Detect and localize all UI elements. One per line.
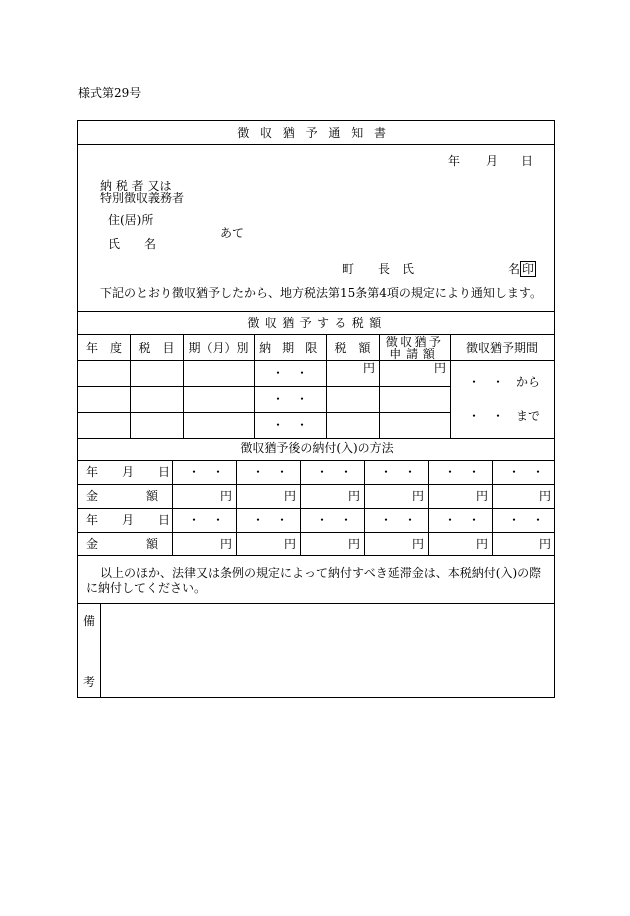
payment-section-title: 徴収猶予後の納付(入)の方法 — [240, 441, 394, 455]
header-tax-amount: 税 額 — [334, 341, 371, 355]
pay-row2-cell: 円 — [412, 489, 425, 503]
pay-row2-cell: 円 — [284, 489, 297, 503]
pay-row2-cell: 円 — [220, 489, 233, 503]
notice-form — [77, 120, 555, 698]
taxpayer-label-line2: 特別徴収義務者 — [100, 191, 185, 205]
pay-row1-cell: ・ ・ — [188, 465, 225, 479]
pay-row4-cell: 円 — [476, 537, 489, 551]
pay-row1-cell: ・ ・ — [508, 465, 545, 479]
issuer-town: 町 — [342, 262, 355, 276]
taxpayer-label-line1: 納 税 者 又は — [100, 179, 172, 193]
pay-row4-cell: 円 — [539, 537, 552, 551]
pay-row3-cell: ・ ・ — [444, 513, 481, 527]
header-due-date: 納 期 限 — [259, 341, 321, 355]
pay-row1-label: 年 月 日 — [86, 465, 171, 479]
row3-due: ・ ・ — [271, 418, 308, 432]
addressed-to: あて — [220, 226, 245, 240]
pay-row3-cell: ・ ・ — [508, 513, 545, 527]
pay-row3-cell: ・ ・ — [252, 513, 289, 527]
remarks-label-bottom: 考 — [83, 675, 96, 689]
header-tax-item: 税 目 — [138, 341, 175, 355]
notice-text: 下記のとおり徴収猶予したから、地方税法第15条第4項の規定により通知します。 — [100, 286, 542, 300]
pay-row2-label: 金 額 — [86, 489, 159, 503]
pay-row1-cell: ・ ・ — [316, 465, 353, 479]
address-label: 住(居)所 — [108, 213, 154, 227]
issuer-name-suffix: 名 — [508, 262, 521, 276]
note-line1: 以上のほか、法律又は条例の規定によって納付すべき延滞金は、本税納付(入)の際 — [100, 566, 542, 580]
date-day: 日 — [521, 154, 534, 168]
header-fiscal-year: 年 度 — [85, 341, 122, 355]
pay-row4-cell: 円 — [284, 537, 297, 551]
row1-tax-yen: 円 — [363, 361, 376, 375]
pay-row2-cell: 円 — [476, 489, 489, 503]
header-deferral-period: 徴収猶予期間 — [465, 341, 538, 355]
pay-row3-cell: ・ ・ — [380, 513, 417, 527]
header-requested-line1: 徴収猶予 — [385, 335, 444, 349]
issuer-name-seal — [508, 261, 536, 277]
date-month: 月 — [486, 154, 499, 168]
form-title: 徴収猶予通知書 — [237, 126, 397, 140]
row2-due: ・ ・ — [271, 392, 308, 406]
pay-row3-cell: ・ ・ — [188, 513, 225, 527]
remarks-area — [101, 604, 553, 697]
pay-row4-label: 金 額 — [86, 537, 159, 551]
deferred-section-title: 徴収猶予する税額 — [247, 316, 387, 330]
deferral-to: ・ ・ まで — [468, 409, 541, 423]
pay-row4-cell: 円 — [220, 537, 233, 551]
pay-row4-cell: 円 — [412, 537, 425, 551]
header-requested-line2: 申請額 — [389, 347, 440, 361]
deferral-from: ・ ・ から — [468, 375, 541, 389]
pay-row3-label: 年 月 日 — [86, 513, 171, 527]
note-line2: に納付してください。 — [86, 581, 207, 595]
header-period: 期（月）別 — [188, 341, 249, 355]
pay-row2-cell: 円 — [539, 489, 552, 503]
row1-due: ・ ・ — [271, 366, 308, 380]
pay-row1-cell: ・ ・ — [444, 465, 481, 479]
row1-request-yen: 円 — [434, 361, 447, 375]
date-year: 年 — [448, 154, 461, 168]
issuer-mayor: 長 — [378, 262, 391, 276]
pay-row1-cell: ・ ・ — [252, 465, 289, 479]
remarks-label-top: 備 — [83, 614, 96, 628]
seal-mark: 印 — [522, 262, 535, 276]
pay-row2-cell: 円 — [348, 489, 361, 503]
form-number: 様式第29号 — [78, 86, 142, 100]
pay-row1-cell: ・ ・ — [380, 465, 417, 479]
issuer-honorific: 氏 — [402, 262, 415, 276]
name-label: 氏 名 — [108, 237, 157, 251]
pay-row4-cell: 円 — [348, 537, 361, 551]
pay-row3-cell: ・ ・ — [316, 513, 353, 527]
